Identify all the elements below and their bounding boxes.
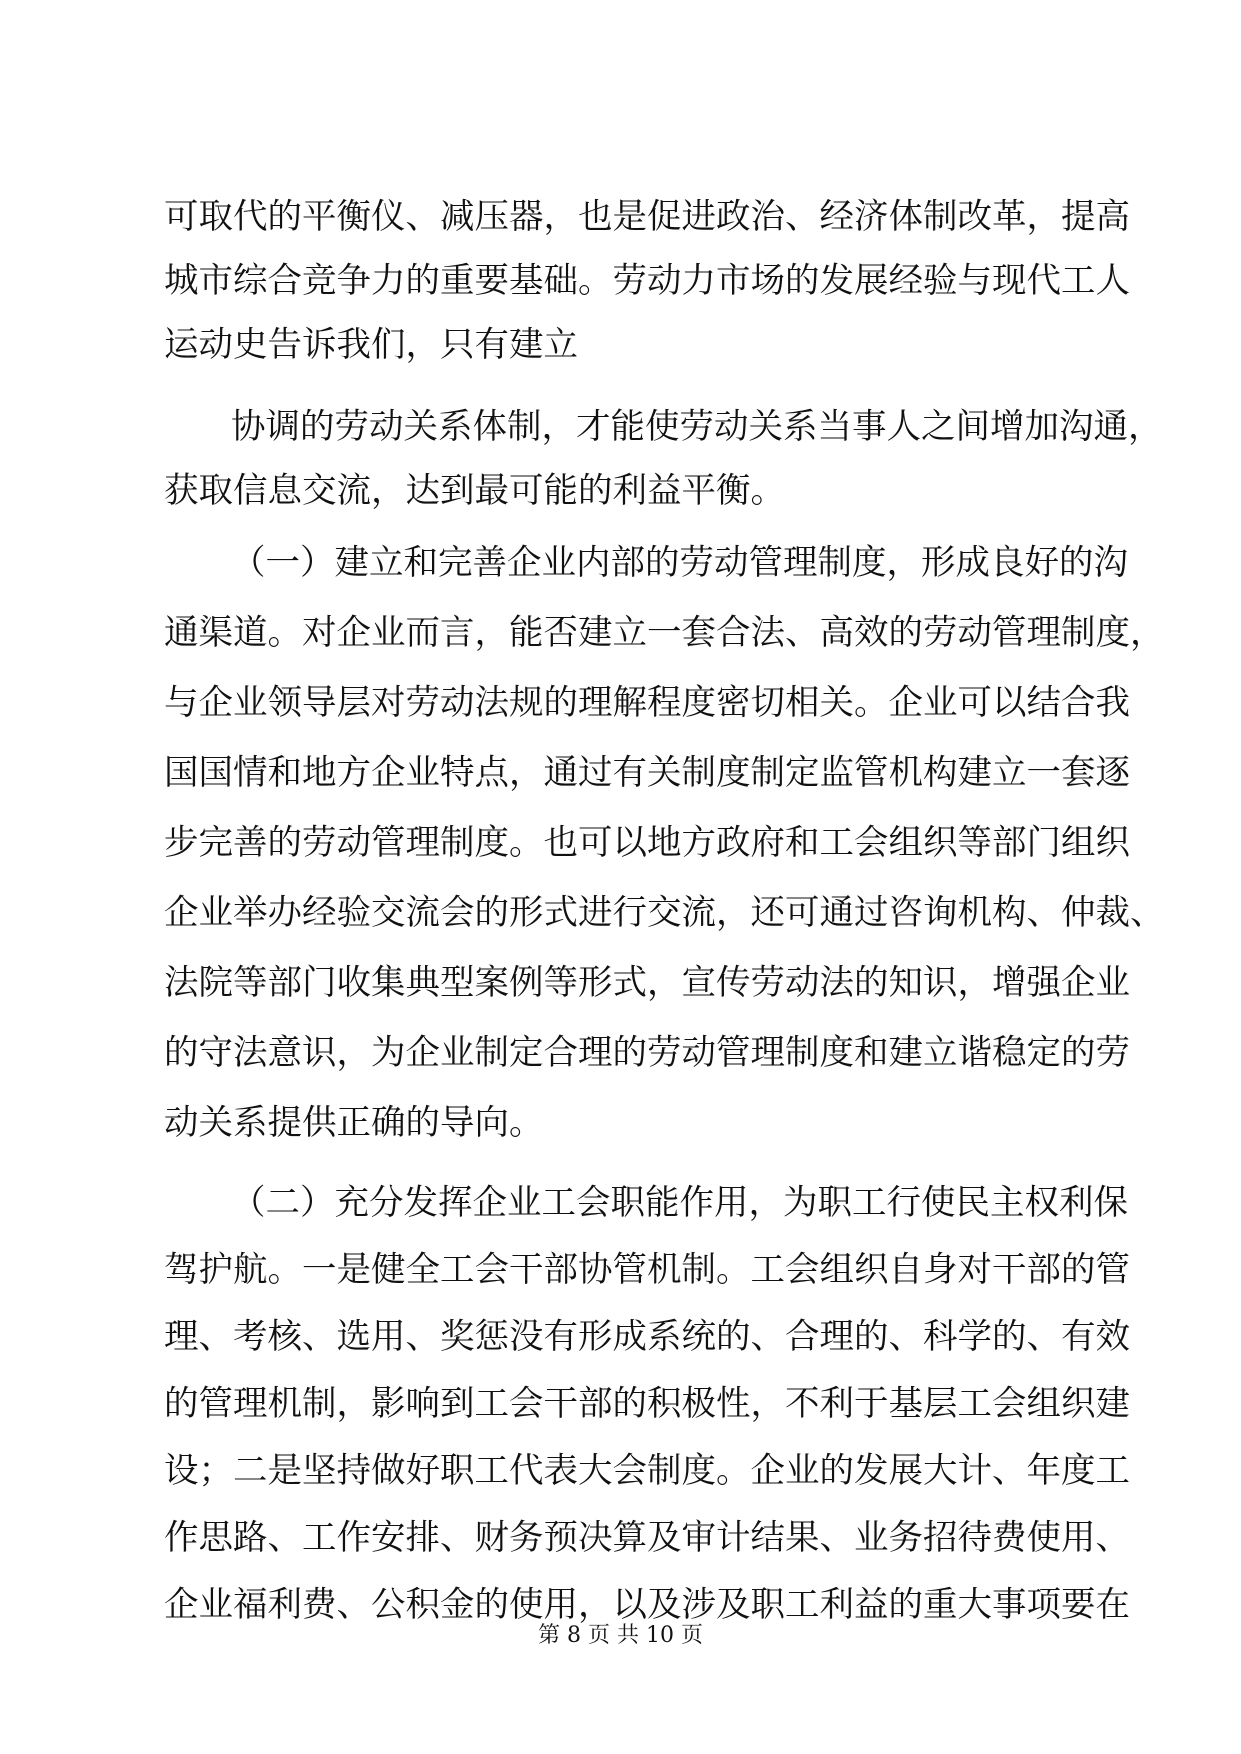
text-line-18: 的管理机制，影响到工会干部的积极性，不利于基层工会组织建 <box>164 1384 1130 1424</box>
text-line-14: 动关系提供正确的导向。 <box>164 1103 544 1143</box>
text-line-21: 企业福利费、公积金的使用，以及涉及职工利益的重大事项要在 <box>164 1585 1130 1625</box>
text-line-17: 理、考核、选用、奖惩没有形成系统的、合理的、科学的、有效 <box>164 1317 1130 1357</box>
text-line-2: 城市综合竞争力的重要基础。劳动力市场的发展经验与现代工人 <box>164 261 1130 301</box>
text-line-4: 协调的劳动关系体制，才能使劳动关系当事人之间增加沟通， <box>231 407 1163 447</box>
text-line-11: 企业举办经验交流会的形式进行交流，还可通过咨询机构、仲裁、 <box>164 893 1165 933</box>
text-line-1: 可取代的平衡仪、减压器，也是促进政治、经济体制改革，提高 <box>164 197 1130 237</box>
text-line-5: 获取信息交流，达到最可能的利益平衡。 <box>164 471 785 511</box>
text-line-3: 运动史告诉我们，只有建立 <box>164 325 578 365</box>
text-line-9: 国国情和地方企业特点，通过有关制度制定监管机构建立一套逐 <box>164 753 1130 793</box>
text-line-16: 驾护航。一是健全工会干部协管机制。工会组织自身对干部的管 <box>164 1250 1130 1290</box>
page-number-footer: 第 8 页 共 10 页 <box>538 1623 703 1648</box>
text-line-8: 与企业领导层对劳动法规的理解程度密切相关。企业可以结合我 <box>164 683 1130 723</box>
text-line-20: 作思路、工作安排、财务预决算及审计结果、业务招待费使用、 <box>164 1518 1130 1558</box>
text-line-7: 通渠道。对企业而言，能否建立一套合法、高效的劳动管理制度， <box>164 613 1165 653</box>
text-line-15: （二）充分发挥企业工会职能作用，为职工行使民主权利保 <box>231 1183 1128 1223</box>
text-line-19: 设；二是坚持做好职工代表大会制度。企业的发展大计、年度工 <box>164 1451 1130 1491</box>
text-line-10: 步完善的劳动管理制度。也可以地方政府和工会组织等部门组织 <box>164 823 1130 863</box>
text-line-6: （一）建立和完善企业内部的劳动管理制度，形成良好的沟 <box>231 543 1128 583</box>
text-line-12: 法院等部门收集典型案例等形式，宣传劳动法的知识，增强企业 <box>164 963 1130 1003</box>
text-line-13: 的守法意识，为企业制定合理的劳动管理制度和建立谐稳定的劳 <box>164 1033 1130 1073</box>
